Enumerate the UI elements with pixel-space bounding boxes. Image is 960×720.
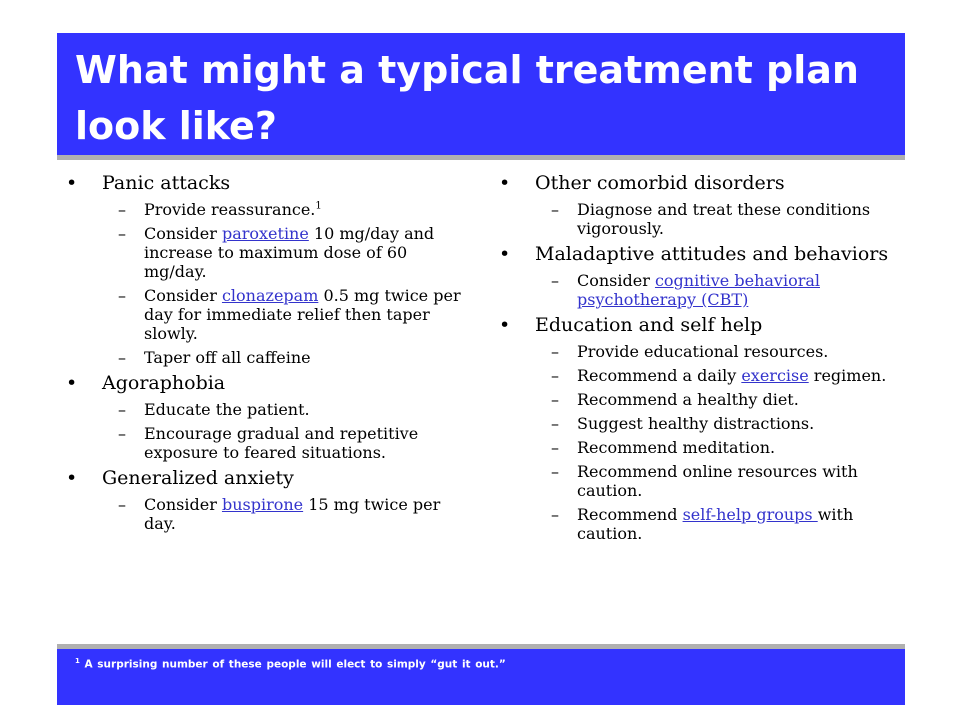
bullet-dot: • (499, 172, 511, 194)
paroxetine-link[interactable]: paroxetine (221, 224, 309, 243)
sub-item-meditation (495, 438, 905, 457)
footnote (75, 654, 506, 672)
bullet-label: Maladaptive attitudes and behaviors (535, 243, 889, 265)
dash: – (118, 424, 126, 443)
bullet-comorbid-disorders (495, 172, 905, 195)
sub-text: Recommend a daily (577, 366, 742, 385)
sub-text: Consider (144, 495, 222, 514)
sub-text: 15 mg twice per day. (144, 495, 441, 533)
cbt-link[interactable]: cognitive behavioral psychotherapy (CBT) (577, 271, 820, 309)
sub-item-diagnose (495, 200, 905, 238)
slide-title: What might a typical treatment plan look like? (75, 48, 859, 148)
sub-text: 10 mg/day and increase to maximum dose of 60 mg/day. (144, 224, 435, 281)
dash: – (118, 400, 126, 419)
left-column (62, 172, 462, 538)
dash: – (551, 505, 559, 524)
sub-text: Provide educational resources. (577, 342, 829, 361)
footnote-ref: 1 (315, 200, 322, 212)
bullet-education-self-help (495, 314, 905, 337)
sub-item-buspirone (62, 495, 462, 533)
dash: – (551, 462, 559, 481)
sub-text: Recommend (577, 505, 683, 524)
bullet-generalized-anxiety (62, 467, 462, 490)
sub-item-resources (495, 342, 905, 361)
dash: – (551, 438, 559, 457)
sub-item-clonazepam (62, 286, 462, 343)
bullet-label: Panic attacks (102, 172, 231, 194)
dash: – (551, 390, 559, 409)
footnote-number: 1 (75, 657, 80, 665)
sub-text: Recommend online resources with caution. (577, 462, 858, 500)
sub-text: Recommend meditation. (577, 438, 776, 457)
dash: – (118, 200, 126, 219)
sub-text: Taper off all caffeine (144, 348, 311, 367)
bullet-dot: • (66, 172, 78, 194)
title-shadow (57, 155, 905, 160)
sub-text: Educate the patient. (144, 400, 310, 419)
buspirone-link[interactable]: buspirone (221, 495, 304, 514)
exercise-link[interactable]: exercise (741, 366, 809, 385)
self-help-groups-link[interactable]: self-help groups (682, 505, 818, 524)
footnote-text: A surprising number of these people will elect to simply “gut it out.” (79, 658, 506, 671)
sub-item-cbt (495, 271, 905, 309)
bullet-dot: • (66, 372, 78, 394)
bullet-label: Education and self help (535, 314, 763, 336)
dash: – (118, 224, 126, 243)
sub-text: Consider (144, 224, 222, 243)
sub-item-exposure (62, 424, 462, 462)
dash: – (551, 200, 559, 219)
sub-item-online (495, 462, 905, 500)
dash: – (118, 348, 126, 367)
sub-text: Consider (144, 286, 222, 305)
sub-text: with caution. (577, 505, 854, 543)
sub-text: Diagnose and treat these conditions vigorously. (577, 200, 871, 238)
dash: – (551, 342, 559, 361)
bullet-dot: • (499, 314, 511, 336)
sub-item-educate (62, 400, 462, 419)
bullet-dot: • (66, 467, 78, 489)
sub-item-reassurance (62, 200, 462, 219)
sub-text: Encourage gradual and repetitive exposure to feared situations. (144, 424, 419, 462)
sub-text: Consider (577, 271, 655, 290)
sub-item-exercise (495, 366, 905, 385)
clonazepam-link[interactable]: clonazepam (221, 286, 319, 305)
sub-text: regimen. (808, 366, 887, 385)
sub-item-distractions (495, 414, 905, 433)
dash: – (551, 271, 559, 290)
bullet-agoraphobia (62, 372, 462, 395)
sub-text: Provide reassurance. (144, 200, 316, 219)
dash: – (118, 495, 126, 514)
dash: – (118, 286, 126, 305)
sub-text: Suggest healthy distractions. (577, 414, 815, 433)
bullet-label: Other comorbid disorders (535, 172, 785, 194)
sub-item-caffeine (62, 348, 462, 367)
dash: – (551, 366, 559, 385)
bullet-panic-attacks (62, 172, 462, 195)
sub-text: Recommend a healthy diet. (577, 390, 799, 409)
sub-item-diet (495, 390, 905, 409)
bullet-label: Generalized anxiety (102, 467, 294, 489)
sub-text: 0.5 mg twice per day for immediate relief then taper slowly. (144, 286, 461, 343)
sub-item-paroxetine (62, 224, 462, 281)
bullet-dot: • (499, 243, 511, 265)
bullet-label: Agoraphobia (102, 372, 226, 394)
right-column (495, 172, 905, 548)
dash: – (551, 414, 559, 433)
sub-item-self-help (495, 505, 905, 543)
bullet-maladaptive (495, 243, 905, 266)
